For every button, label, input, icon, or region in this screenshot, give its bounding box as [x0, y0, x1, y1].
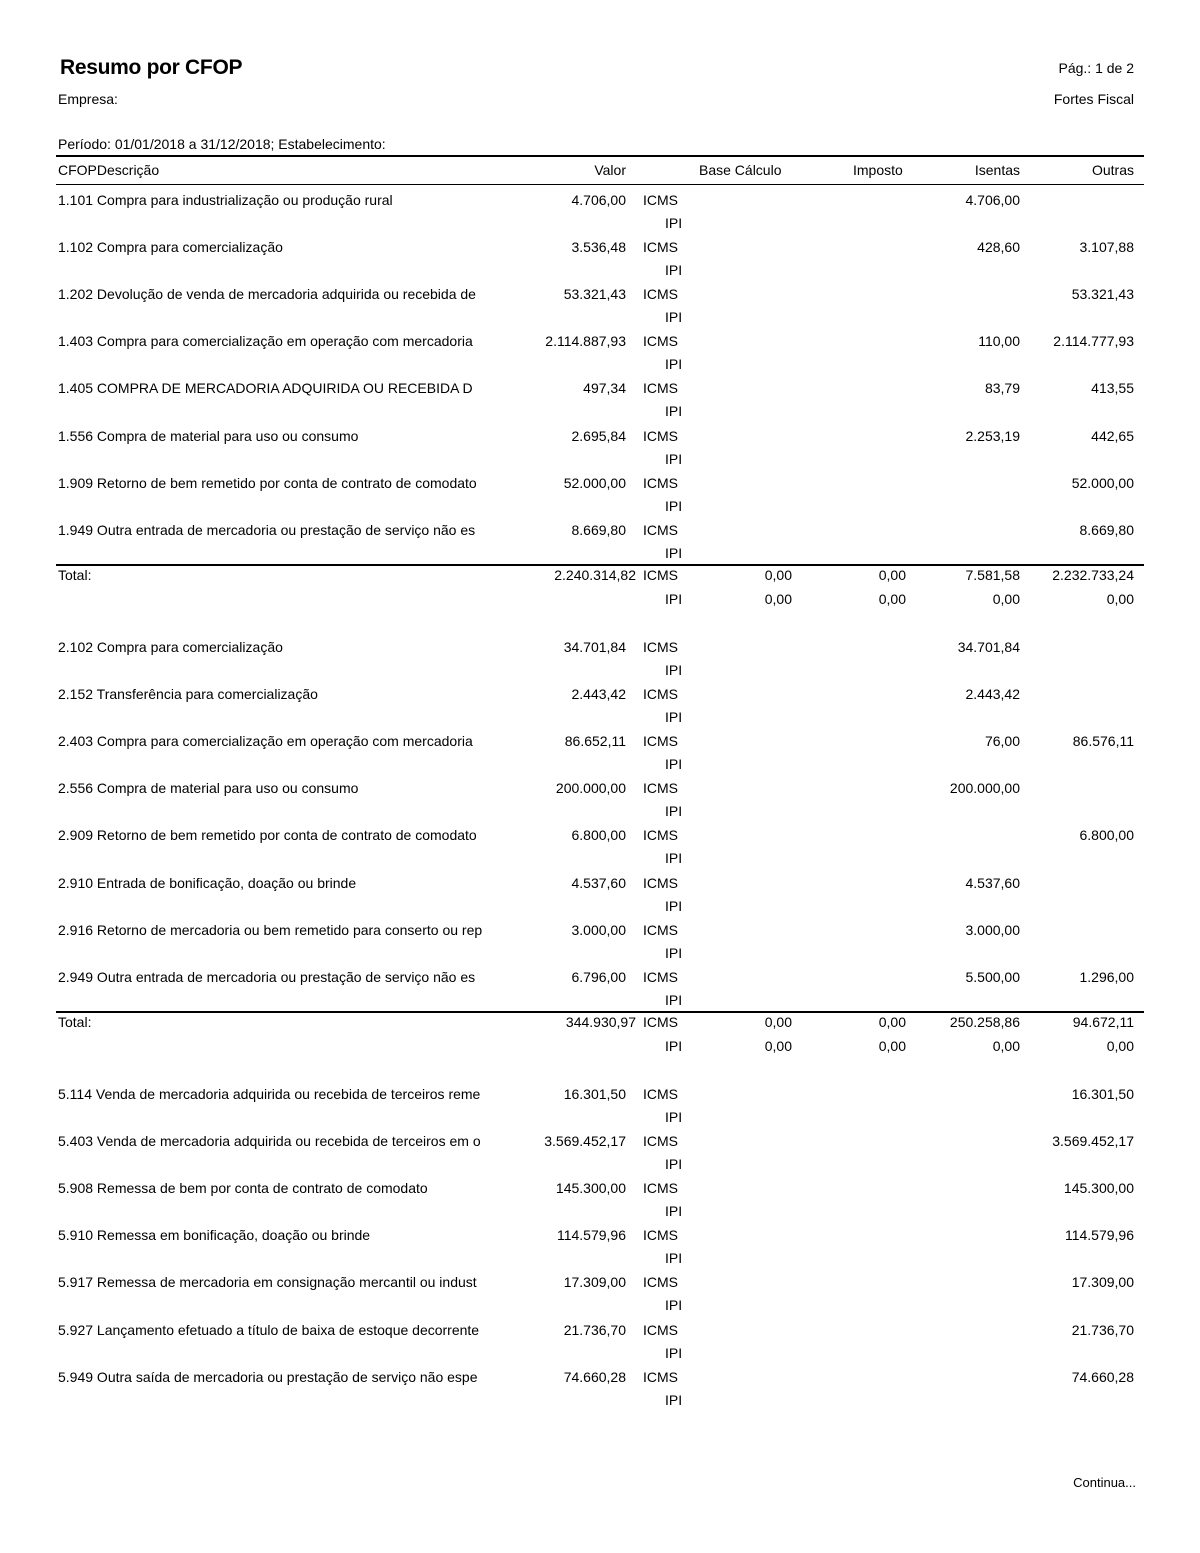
- tax-ipi: IPI: [665, 662, 683, 678]
- tax-ipi: IPI: [665, 309, 683, 326]
- tax-icms: ICMS: [643, 239, 678, 256]
- valor: 53.321,43: [563, 286, 626, 303]
- tax-icms: ICMS: [643, 733, 678, 750]
- empresa-label: Empresa:: [58, 91, 118, 107]
- tax-ipi: IPI: [665, 991, 683, 1008]
- isentas: 3.000,00: [965, 921, 1020, 938]
- outras: 52.000,00: [1071, 474, 1134, 491]
- tax-ipi: IPI: [665, 356, 683, 373]
- tax-ipi: IPI: [665, 450, 683, 467]
- outras: 86.576,11: [1072, 733, 1134, 750]
- outras: 3.569.452,17: [1052, 1133, 1134, 1150]
- cfop-description: 5.927 Lançamento efetuado a título de baixa de estoque decorrente: [58, 1321, 480, 1338]
- total-icms-isentas: 250.258,86: [949, 1013, 1020, 1030]
- tax-icms: ICMS: [643, 780, 678, 797]
- total-ipi-outras: 0,00: [1106, 590, 1134, 607]
- isentas: 110,00: [978, 333, 1020, 350]
- tax-ipi: IPI: [665, 1297, 683, 1314]
- tax-ipi: IPI: [665, 709, 683, 726]
- col-imposto: Imposto: [853, 162, 903, 178]
- isentas: 2.443,42: [965, 686, 1020, 703]
- total-label: Total:: [58, 1013, 92, 1030]
- total-ipi-base: 0,00: [764, 1037, 792, 1054]
- total-icms-base: 0,00: [764, 1013, 792, 1030]
- cfop-description: 2.949 Outra entrada de mercadoria ou prestação de serviço não es: [58, 968, 476, 985]
- valor: 3.000,00: [571, 921, 626, 938]
- isentas: 5.500,00: [965, 968, 1020, 985]
- outras: 8.669,80: [1079, 521, 1134, 538]
- tax-ipi: IPI: [665, 1391, 683, 1408]
- tax-icms: ICMS: [643, 968, 678, 985]
- outras: 145.300,00: [1063, 1180, 1134, 1197]
- tax-ipi: IPI: [665, 1156, 683, 1173]
- total-ipi-imposto: 0,00: [878, 590, 906, 607]
- cfop-description: 5.908 Remessa de bem por conta de contrato de comodato: [58, 1180, 428, 1197]
- valor: 34.701,84: [563, 639, 626, 655]
- col-cfop: CFOPDescrição: [58, 162, 160, 178]
- tax-icms: ICMS: [643, 639, 678, 655]
- total-icms-base: 0,00: [764, 566, 792, 583]
- total-icms-imposto: 0,00: [878, 566, 906, 583]
- tax-ipi: IPI: [665, 544, 683, 561]
- valor: 52.000,00: [563, 474, 626, 491]
- tax-ipi: IPI: [665, 1203, 683, 1220]
- tax-icms: ICMS: [643, 1086, 678, 1102]
- valor: 86.652,11: [564, 733, 626, 750]
- cfop-description: 1.403 Compra para comercialização em operação com mercadoria: [58, 333, 473, 350]
- cfop-description: 5.114 Venda de mercadoria adquirida ou recebida de terceiros reme: [58, 1086, 481, 1102]
- outras: 114.579,96: [1064, 1227, 1134, 1244]
- tax-ipi: IPI: [665, 803, 683, 820]
- outras: 21.736,70: [1071, 1321, 1134, 1338]
- valor: 200.000,00: [555, 780, 626, 797]
- tax-ipi: IPI: [665, 215, 683, 231]
- tax-icms: ICMS: [643, 686, 678, 703]
- valor: 16.301,50: [563, 1086, 626, 1102]
- isentas: 4.537,60: [965, 874, 1020, 891]
- total-rule: [56, 564, 1144, 566]
- cfop-description: 2.102 Compra para comercialização: [58, 639, 283, 655]
- period-filter: Período: 01/01/2018 a 31/12/2018; Estabelecimento:: [58, 136, 386, 152]
- cfop-description: 1.556 Compra de material para uso ou consumo: [58, 427, 359, 444]
- total-icms-outras: 2.232.733,24: [1052, 566, 1134, 583]
- col-outras: Outras: [1091, 162, 1134, 178]
- tax-icms: ICMS: [643, 921, 678, 938]
- isentas: 76,00: [984, 733, 1020, 750]
- cfop-description: 1.101 Compra para industrialização ou produção rural: [58, 192, 393, 208]
- total-valor: 2.240.314,82: [554, 566, 636, 583]
- tax-ipi: IPI: [665, 897, 683, 914]
- valor: 6.800,00: [571, 827, 626, 844]
- valor: 145.300,00: [555, 1180, 626, 1197]
- tax-ipi: IPI: [665, 850, 683, 867]
- total-icms-outras: 94.672,11: [1072, 1013, 1134, 1030]
- valor: 21.736,70: [563, 1321, 626, 1338]
- total-ipi-imposto: 0,00: [878, 1037, 906, 1054]
- cfop-description: 1.909 Retorno de bem remetido por conta de contrato de comodato: [58, 474, 477, 491]
- tax-icms: ICMS: [643, 1368, 678, 1385]
- valor: 6.796,00: [571, 968, 626, 985]
- valor: 2.114.887,93: [545, 333, 626, 350]
- cfop-description: 5.949 Outra saída de mercadoria ou prestação de serviço não espe: [58, 1368, 478, 1385]
- tax-ipi: IPI: [665, 1109, 683, 1125]
- report-title: Resumo por CFOP: [60, 56, 243, 79]
- tax-ipi: IPI: [665, 756, 683, 773]
- tax-ipi: IPI: [665, 1037, 683, 1054]
- tax-ipi: IPI: [665, 1344, 683, 1361]
- isentas: 2.253,19: [965, 427, 1020, 444]
- tax-icms: ICMS: [643, 1227, 678, 1244]
- outras: 74.660,28: [1071, 1368, 1134, 1385]
- tax-icms: ICMS: [643, 474, 678, 491]
- cfop-description: 5.403 Venda de mercadoria adquirida ou recebida de terceiros em o: [58, 1133, 481, 1150]
- isentas: 428,60: [977, 239, 1020, 256]
- tax-icms: ICMS: [643, 1321, 678, 1338]
- col-isentas: Isentas: [974, 162, 1020, 178]
- valor: 4.706,00: [571, 192, 626, 208]
- valor: 3.569.452,17: [544, 1133, 626, 1150]
- outras: 53.321,43: [1071, 286, 1134, 303]
- valor: 497,34: [583, 380, 626, 397]
- valor: 2.443,42: [571, 686, 626, 703]
- tax-ipi: IPI: [665, 262, 683, 279]
- total-ipi-base: 0,00: [764, 590, 792, 607]
- isentas: 34.701,84: [957, 639, 1020, 655]
- continua-label: Continua...: [1073, 1475, 1136, 1490]
- tax-icms: ICMS: [643, 1013, 678, 1030]
- cfop-description: 2.152 Transferência para comercialização: [58, 686, 318, 703]
- tax-icms: ICMS: [643, 1133, 678, 1150]
- tax-ipi: IPI: [665, 944, 683, 961]
- tax-icms: ICMS: [643, 521, 678, 538]
- valor: 114.579,96: [556, 1227, 626, 1244]
- tax-icms: ICMS: [643, 427, 678, 444]
- cfop-description: 1.202 Devolução de venda de mercadoria adquirida ou recebida de: [58, 286, 476, 303]
- total-ipi-isentas: 0,00: [992, 1037, 1020, 1054]
- system-name: Fortes Fiscal: [1053, 91, 1134, 107]
- cfop-description: 2.910 Entrada de bonificação, doação ou brinde: [58, 874, 357, 891]
- tax-icms: ICMS: [643, 874, 678, 891]
- outras: 1.296,00: [1079, 968, 1134, 985]
- isentas: 200.000,00: [949, 780, 1020, 797]
- total-rule: [56, 1011, 1144, 1013]
- total-label: Total:: [58, 566, 92, 583]
- page-number: Pág.: 1 de 2: [1058, 60, 1134, 76]
- valor: 8.669,80: [571, 521, 626, 538]
- total-icms-isentas: 7.581,58: [965, 566, 1020, 583]
- total-valor: 344.930,97: [565, 1013, 636, 1030]
- valor: 2.695,84: [571, 427, 626, 444]
- outras: 17.309,00: [1071, 1274, 1134, 1291]
- tax-icms: ICMS: [643, 380, 678, 397]
- tax-icms: ICMS: [643, 566, 678, 583]
- cfop-description: 2.403 Compra para comercialização em operação com mercadoria: [58, 733, 473, 750]
- tax-ipi: IPI: [665, 497, 683, 514]
- tax-icms: ICMS: [643, 1180, 678, 1197]
- tax-icms: ICMS: [643, 286, 678, 303]
- total-ipi-outras: 0,00: [1106, 1037, 1134, 1054]
- tax-icms: ICMS: [643, 192, 678, 208]
- outras: 3.107,88: [1079, 239, 1134, 256]
- outras: 16.301,50: [1071, 1086, 1134, 1102]
- cfop-description: 2.556 Compra de material para uso ou consumo: [58, 780, 359, 797]
- outras: 442,65: [1091, 427, 1134, 444]
- valor: 74.660,28: [563, 1368, 626, 1385]
- tax-ipi: IPI: [665, 1250, 683, 1267]
- total-icms-imposto: 0,00: [878, 1013, 906, 1030]
- col-base: Base Cálculo: [699, 162, 782, 178]
- outras: 413,55: [1091, 380, 1134, 397]
- cfop-description: 2.916 Retorno de mercadoria ou bem remetido para conserto ou rep: [58, 921, 483, 938]
- total-ipi-isentas: 0,00: [992, 590, 1020, 607]
- cfop-description: 1.102 Compra para comercialização: [58, 239, 283, 256]
- valor: 3.536,48: [571, 239, 626, 256]
- tax-icms: ICMS: [643, 333, 678, 350]
- valor: 4.537,60: [571, 874, 626, 891]
- cfop-description: 1.405 COMPRA DE MERCADORIA ADQUIRIDA OU RECEBIDA D: [58, 380, 473, 397]
- isentas: 83,79: [984, 380, 1020, 397]
- cfop-description: 5.910 Remessa em bonificação, doação ou brinde: [58, 1227, 371, 1244]
- col-valor: Valor: [594, 162, 626, 178]
- isentas: 4.706,00: [965, 192, 1020, 208]
- cfop-description: 5.917 Remessa de mercadoria em consignação mercantil ou indust: [58, 1274, 477, 1291]
- tax-ipi: IPI: [665, 590, 683, 607]
- tax-ipi: IPI: [665, 403, 683, 420]
- tax-icms: ICMS: [643, 1274, 678, 1291]
- valor: 17.309,00: [563, 1274, 626, 1291]
- cfop-description: 1.949 Outra entrada de mercadoria ou prestação de serviço não es: [58, 521, 476, 538]
- tax-icms: ICMS: [643, 827, 678, 844]
- cfop-description: 2.909 Retorno de bem remetido por conta de contrato de comodato: [58, 827, 477, 844]
- outras: 6.800,00: [1079, 827, 1134, 844]
- outras: 2.114.777,93: [1053, 333, 1134, 350]
